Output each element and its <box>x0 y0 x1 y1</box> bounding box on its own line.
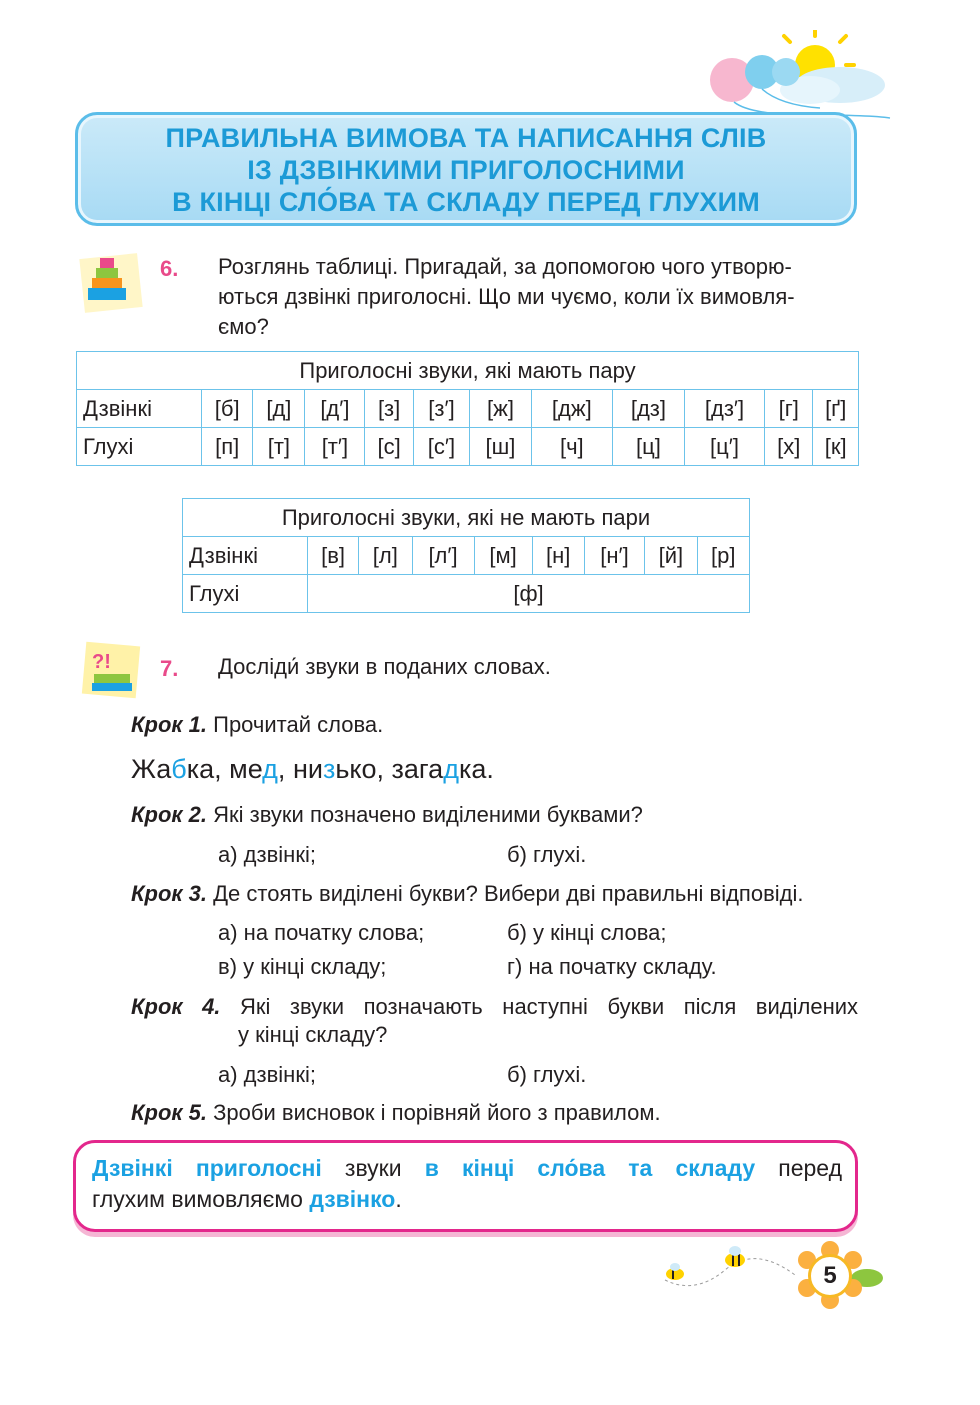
step-5 <box>131 1098 661 1128</box>
table-cell: [ц′] <box>684 428 764 466</box>
word-part: ка. <box>458 754 494 784</box>
step-2-option-b: б) глухі. <box>507 842 587 867</box>
table-row <box>77 428 859 466</box>
table-cell: [дз′] <box>684 390 764 428</box>
step-3-option-b: б) у кінці слова; <box>507 920 667 945</box>
bee-icon <box>725 1246 745 1267</box>
word-part: зага <box>391 754 444 784</box>
step-2-option-a: а) дзвінкі; <box>218 842 316 867</box>
step-2 <box>131 800 643 830</box>
table-cell: [р] <box>697 537 749 575</box>
title-line-3: В КІНЦІ СЛО́ВА ТА СКЛАДУ ПЕРЕД ГЛУХИМ <box>172 187 760 217</box>
bees-illustration <box>655 1240 805 1300</box>
step-4-text-cont: у кінці складу? <box>238 1022 388 1047</box>
step-4-option-b: б) глухі. <box>507 1062 587 1087</box>
table-cell: [ф] <box>308 575 750 613</box>
table-header: Приголосні звуки, які не мають пари <box>183 499 750 537</box>
step-4-title: Крок 4. <box>131 994 221 1019</box>
table-cell: [п] <box>202 428 253 466</box>
table-cell: [н′] <box>584 537 645 575</box>
rule-text: перед <box>755 1155 842 1181</box>
step-3-option-a: а) на початку слова; <box>218 920 425 945</box>
table-row <box>183 537 750 575</box>
table-cell: [в] <box>308 537 359 575</box>
rule-line-2 <box>92 1186 402 1213</box>
highlighted-letter: б <box>171 754 187 784</box>
page-number: 5 <box>808 1254 852 1298</box>
step-1-text: Прочитай слова. <box>207 712 384 737</box>
step-1 <box>131 710 383 740</box>
word-part: ка, <box>186 754 230 784</box>
paired-consonants-table <box>76 351 859 466</box>
table-cell: [х] <box>765 428 813 466</box>
step-4-option-a: а) дзвінкі; <box>218 1062 316 1087</box>
title-line-2: ІЗ ДЗВІНКИМИ ПРИГОЛОСНИМИ <box>247 155 685 185</box>
rule-text: глухим вимовляємо <box>92 1186 310 1212</box>
step-2-title: Крок 2. <box>131 802 208 827</box>
table-cell: [т′] <box>305 428 365 466</box>
table-row <box>183 575 750 613</box>
step-3-text: Де стоять виділені букви? Вибери дві правильні відповіді. <box>207 881 804 906</box>
step-3-option-c: в) у кінці складу; <box>218 954 387 979</box>
svg-text:?!: ?! <box>92 651 111 673</box>
highlighted-letter: д <box>262 754 278 784</box>
word-part: ме <box>229 754 263 784</box>
step-2-text: Які звуки позначено виділеними буквами? <box>207 802 643 827</box>
bee-icon <box>666 1263 684 1280</box>
balloons-sun-illustration <box>690 30 900 125</box>
word-part: Жа <box>131 754 172 784</box>
table-cell: [ч] <box>531 428 612 466</box>
step-1-title: Крок 1. <box>131 712 208 737</box>
word-part: , <box>277 754 293 784</box>
table-cell: [д] <box>253 390 305 428</box>
title-banner <box>75 112 857 226</box>
table-cell: [с] <box>365 428 413 466</box>
example-words <box>131 752 494 786</box>
word-part: ни <box>292 754 323 784</box>
book-question-icon <box>80 640 142 700</box>
pyramid-toy-icon <box>78 250 144 314</box>
row-label: Глухі <box>183 575 308 613</box>
table-cell: [м] <box>474 537 532 575</box>
rule-highlight: Дзвінкі приголосні <box>92 1155 322 1181</box>
step-3-title: Крок 3. <box>131 881 208 906</box>
table-cell: [н] <box>532 537 584 575</box>
task-7-text: Дослiди́ звуки в поданих словах. <box>218 654 551 679</box>
word-part: ько, <box>335 754 392 784</box>
table-cell: [л′] <box>412 537 474 575</box>
table-cell: [к] <box>813 428 859 466</box>
step-4-text: Які звуки позначають наступні букви після виділених <box>239 994 859 1019</box>
rule-line-1 <box>92 1155 842 1182</box>
task-6-number: 6. <box>160 256 179 281</box>
table-cell: [д′] <box>305 390 365 428</box>
rule-highlight: в кінці сло́ва та складу <box>424 1155 756 1181</box>
step-3 <box>131 879 804 909</box>
table-cell: [т] <box>253 428 305 466</box>
table-cell: [с′] <box>413 428 469 466</box>
highlighted-letter: д <box>443 754 459 784</box>
table-cell: [з′] <box>413 390 469 428</box>
table-cell: [дз] <box>612 390 684 428</box>
row-label: Дзвінкі <box>77 390 202 428</box>
task-6-line: Розглянь таблиці. Пригадай, за допомогою чого утворю- <box>218 254 792 279</box>
task-7-number: 7. <box>160 656 179 681</box>
task-6-line: ємо? <box>218 314 269 339</box>
table-cell: [ц] <box>612 428 684 466</box>
table-cell: [й] <box>645 537 697 575</box>
table-cell: [г] <box>765 390 813 428</box>
table-cell: [ш] <box>470 428 531 466</box>
table-cell: [л] <box>359 537 412 575</box>
rule-highlight: дзвінко <box>309 1186 396 1212</box>
rule-box <box>73 1140 858 1232</box>
table-row <box>77 390 859 428</box>
table-cell: [з] <box>365 390 413 428</box>
table-cell: [ж] <box>470 390 531 428</box>
row-label: Дзвінкі <box>183 537 308 575</box>
step-5-title: Крок 5. <box>131 1100 208 1125</box>
task-6-line: ються дзвінкі приголосні. Що ми чуємо, коли їх вимовля- <box>218 284 795 309</box>
unpaired-consonants-table <box>182 498 750 613</box>
step-4 <box>131 992 858 1022</box>
table-cell: [ґ] <box>813 390 859 428</box>
highlighted-letter: з <box>322 754 336 784</box>
table-cell: [дж] <box>531 390 612 428</box>
rule-text: . <box>395 1186 402 1212</box>
table-header: Приголосні звуки, які мають пару <box>77 352 859 390</box>
row-label: Глухі <box>77 428 202 466</box>
task-6-text <box>218 252 858 342</box>
table-cell: [б] <box>202 390 253 428</box>
step-5-text: Зроби висновок і порівняй його з правилом. <box>207 1100 661 1125</box>
title-line-1: ПРАВИЛЬНА ВИМОВА ТА НАПИСАННЯ СЛІВ <box>165 123 767 153</box>
step-3-option-d: г) на початку складу. <box>507 954 717 979</box>
rule-text: звуки <box>321 1155 425 1181</box>
